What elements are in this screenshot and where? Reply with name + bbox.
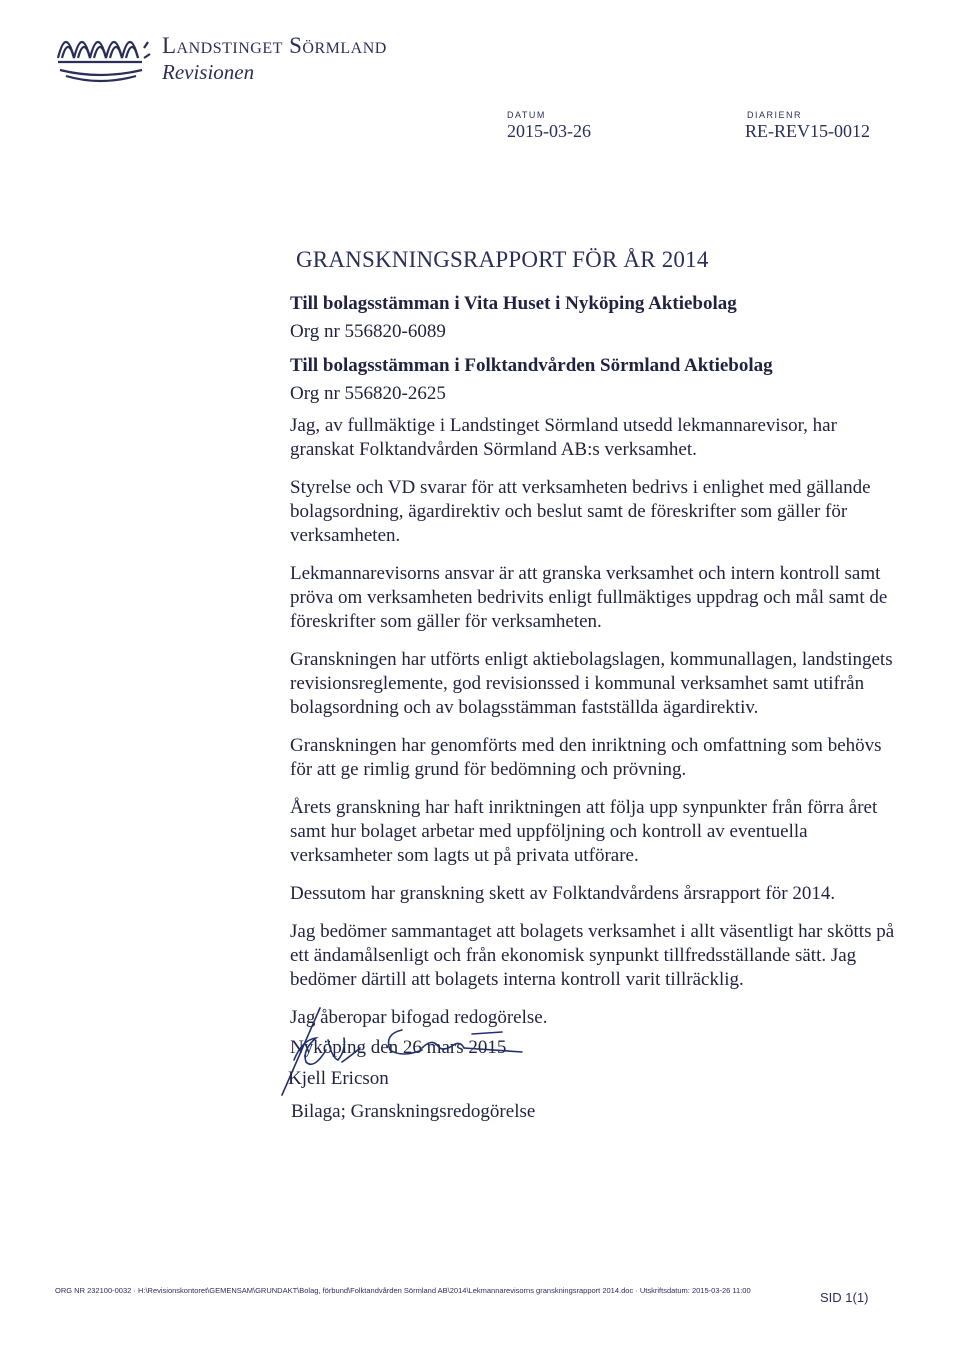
diary-number-value: RE-REV15-0012 bbox=[745, 121, 870, 141]
paragraph: Jag bedömer sammantaget att bolagets verksamhet i allt väsentligt har skötts på ett ändamålsenligt och från ekonomisk synpunkt tillfredsställande sätt. Jag bedömer därtill att bolagets interna kontroll varit tillräcklig. bbox=[290, 921, 895, 990]
crown-logo-icon bbox=[52, 18, 152, 88]
paragraph: Granskningen har genomförts med den inriktning och omfattning som behövs för att ge rimlig grund för bedömning och prövning. bbox=[290, 735, 882, 780]
date-label: DATUM bbox=[507, 110, 546, 120]
paragraph: Årets granskning har haft inriktningen att följa upp synpunkter från förra året samt hur bolaget arbetar med uppföljning och kontroll av eventuella verksamheter som lagts ut på privata utförare. bbox=[290, 797, 878, 866]
page-number: SID 1(1) bbox=[820, 1290, 869, 1305]
date-value: 2015-03-26 bbox=[507, 121, 591, 141]
paragraph: Lekmannarevisorns ansvar är att granska verksamhet och intern kontroll samt pröva om verksamheten bedrivits enligt fullmäktiges uppdrag och mål samt de föreskrifter som gäller för verksamheten. bbox=[290, 563, 888, 632]
organization-name: Landstinget Sörmland bbox=[162, 33, 387, 58]
recipient-heading: Till bolagsstämman i Folktandvården Sörmland Aktiebolag bbox=[290, 355, 773, 376]
place-and-date: Nyköping den 26 mars 2015 bbox=[290, 1037, 507, 1058]
document-body bbox=[290, 290, 905, 1074]
diary-number-label: DIARIENR bbox=[747, 110, 803, 120]
attachment-note: Bilaga; Granskningsredogörelse bbox=[291, 1101, 536, 1122]
paragraph: Styrelse och VD svarar för att verksamheten bedrivs i enlighet med gällande bolagsordning, ägardirektiv och beslut samt de föreskrifter som gäller för verksamheten. bbox=[290, 477, 871, 546]
footer-reference: ORG NR 232100-0032 · H:\Revisionskontoret\GEMENSAM\GRUNDAKT\Bolag, förbund\Folktandvården Sörmland AB\2014\Lekmannarevisorns granskningsrapport 2014.doc · Utskriftsdatum: 2015-03-26 11:00 bbox=[55, 1286, 751, 1295]
signer-name: Kjell Ericson bbox=[288, 1068, 389, 1089]
document-title: GRANSKNINGSRAPPORT FÖR ÅR 2014 bbox=[296, 247, 709, 272]
recipient-org-number: Org nr 556820-6089 bbox=[290, 321, 446, 342]
paragraph: Jag, av fullmäktige i Landstinget Sörmland utsedd lekmannarevisor, har granskat Folktandvården Sörmland AB:s verksamhet. bbox=[290, 415, 837, 460]
recipient-org-number: Org nr 556820-2625 bbox=[290, 383, 446, 404]
recipient-heading: Till bolagsstämman i Vita Huset i Nyköping Aktiebolag bbox=[290, 293, 737, 314]
paragraph: Dessutom har granskning skett av Folktandvårdens årsrapport för 2014. bbox=[290, 883, 836, 904]
paragraph: Jag åberopar bifogad redogörelse. bbox=[290, 1007, 548, 1028]
paragraph: Granskningen har utförts enligt aktiebolagslagen, kommunallagen, landstingets revisionsreglemente, god revisionssed i kommunal verksamhet samt utifrån bolagsordning och av bolagsstämman fastställda ägardirektiv. bbox=[290, 649, 893, 718]
organization-unit: Revisionen bbox=[162, 60, 255, 84]
